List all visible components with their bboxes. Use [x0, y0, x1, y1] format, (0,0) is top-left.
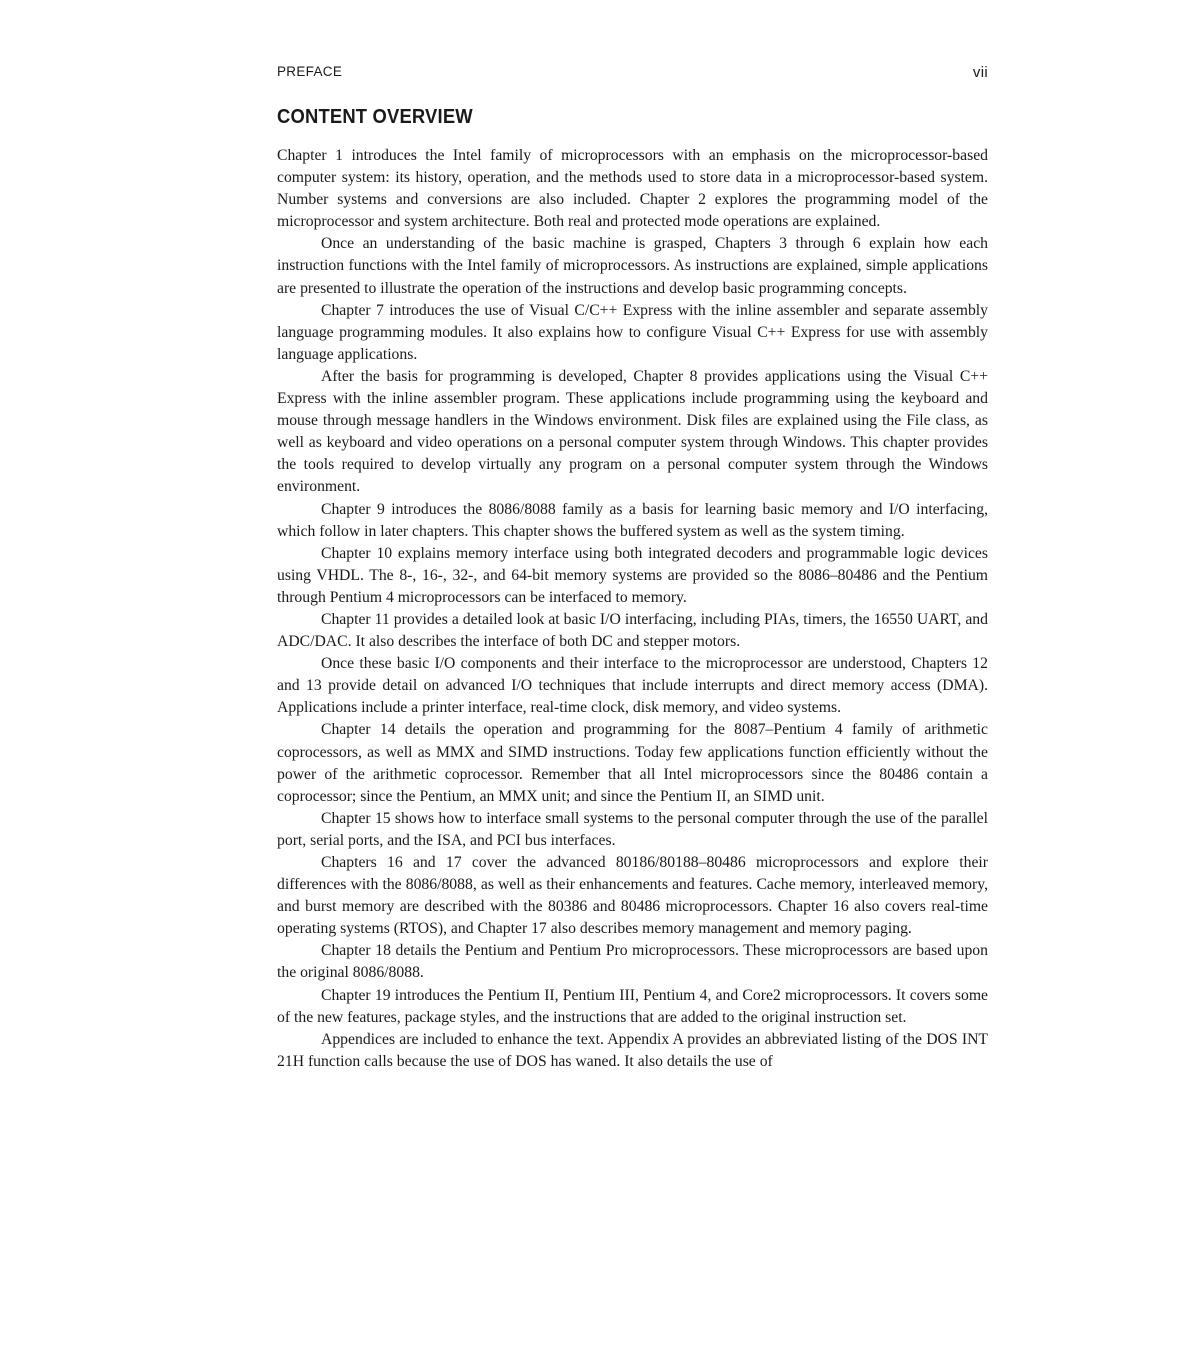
paragraph-chapter-18: Chapter 18 details the Pentium and Pentium Pro microprocessors. These microprocessors are based upon the original 8086/8088.: [277, 942, 988, 982]
paragraph-chapter-1-2: Chapter 1 introduces the Intel family of microprocessors with an emphasis on the microprocessor-based computer system: its history, operation, and the methods used to store data in a microprocessor-based system. Number systems and conversions are also included. Chapter 2 explores the programming model of the microprocessor and system architecture. Both real and protected mode operations are explained.: [277, 147, 988, 231]
paragraph-chapter-19: Chapter 19 introduces the Pentium II, Pentium III, Pentium 4, and Core2 microprocessors. It covers some of the new features, package styles, and the instructions that are added to the original instruction set.: [277, 986, 988, 1026]
running-header: [277, 64, 988, 84]
paragraph-chapter-9: Chapter 9 introduces the 8086/8088 family as a basis for learning basic memory and I/O interfacing, which follow in later chapters. This chapter shows the buffered system as well as the system timing.: [277, 500, 988, 540]
paragraph-chapter-10: Chapter 10 explains memory interface using both integrated decoders and programmable logic devices using VHDL. The 8-, 16-, 32-, and 64-bit memory systems are provided so the 8086–80486 and the Pentium through Pentium 4 microprocessors can be interfaced to memory.: [277, 544, 988, 606]
body-text: [277, 145, 988, 1073]
section-title: CONTENT OVERVIEW: [277, 106, 473, 128]
running-title: PREFACE: [277, 64, 343, 79]
paragraph-chapter-7: Chapter 7 introduces the use of Visual C/C++ Express with the inline assembler and separate assembly language programming modules. It also explains how to configure Visual C++ Express for use with assembly language applications.: [277, 301, 988, 363]
paragraph-chapters-3-6: Once an understanding of the basic machine is grasped, Chapters 3 through 6 explain how each instruction functions with the Intel family of microprocessors. As instructions are explained, simple applications are presented to illustrate the operation of the instructions and develop basic programming concepts.: [277, 235, 988, 297]
paragraph-chapters-12-13: Once these basic I/O components and their interface to the microprocessor are understood, Chapters 12 and 13 provide detail on advanced I/O techniques that include interrupts and direct memory access (DMA). Applications include a printer interface, real-time clock, disk memory, and video systems.: [277, 655, 988, 717]
paragraph-chapters-16-17: Chapters 16 and 17 cover the advanced 80186/80188–80486 microprocessors and explore their differences with the 8086/8088, as well as their enhancements and features. Cache memory, interleaved memory, and burst memory are described with the 80386 and 80486 microprocessors. Chapter 16 also covers real-time operating systems (RTOS), and Chapter 17 also describes memory management and memory paging.: [277, 854, 988, 938]
paragraph-chapter-15: Chapter 15 shows how to interface small systems to the personal computer through the use of the parallel port, serial ports, and the ISA, and PCI bus interfaces.: [277, 809, 988, 849]
paragraph-chapter-8: After the basis for programming is developed, Chapter 8 provides applications using the Visual C++ Express with the inline assembler program. These applications include programming using the keyboard and mouse through message handlers in the Windows environment. Disk files are explained using the File class, as well as keyboard and video operations on a personal computer system through Windows. This chapter provides the tools required to develop virtually any program on a personal computer system through the Windows environment.: [277, 367, 988, 496]
paragraph-chapter-14: Chapter 14 details the operation and programming for the 8087–Pentium 4 family of arithmetic coprocessors, as well as MMX and SIMD instructions. Today few applications function efficiently without the power of the arithmetic coprocessor. Remember that all Intel microprocessors since the 80486 contain a coprocessor; since the Pentium, an MMX unit; and since the Pentium II, an SIMD unit.: [277, 721, 988, 805]
paragraph-appendices: Appendices are included to enhance the text. Appendix A provides an abbreviated listing of the DOS INT 21H function calls because the use of DOS has waned. It also details the use of: [277, 1030, 988, 1070]
paragraph-chapter-11: Chapter 11 provides a detailed look at basic I/O interfacing, including PIAs, timers, the 16550 UART, and ADC/DAC. It also describes the interface of both DC and stepper motors.: [277, 610, 988, 651]
page-number: vii: [972, 64, 988, 81]
